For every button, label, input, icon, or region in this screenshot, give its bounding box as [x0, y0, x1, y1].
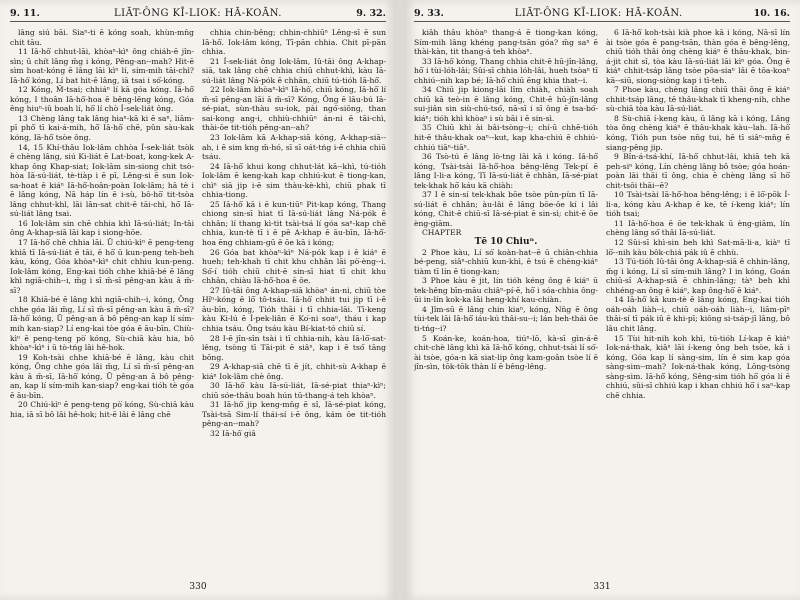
verse-paragraph: 33 Iā-hô͘ kóng, Thang chhia chit-ē hū-jîn-lâng, hō͘ i tùi-lóh-lâi; Sûi-sī chhia lóh-lâi, hueh tsòaⁿ tī chhiú--nih kap bé; Iā-hô͘ chiū ēng khia that--i.	[414, 56, 598, 85]
verse-paragraph: 8 Sù-chiā í-keng kàu, ū lâng kā i kóng, Lâng tòa ông chèng kiáⁿ ē thâu-khak kàu--lah. Iā-hô͘ kóng, Tióh pun tsòe nn̄g tui, hē tī siâⁿ-mn̄g ē siang-pêng jip.	[606, 113, 790, 152]
verse-paragraph: 11 Iā-hô͘ chhut-lāi, khòaⁿ-kìⁿ ông chiáh-ē jîn-sìn; ū chít lâng m̄g i kóng, Pêng-an--mah? Hit-ē sìm hoat-kóng ē lâng lāi kìⁿ lí, sím-mih tāi-chì? Iā-hô͘ kóng, Lí bat hit-ē lâng, iā tsai i só͘-kóng.	[10, 47, 194, 85]
right-page	[404, 0, 800, 600]
verse-paragraph: 20 Chiú-kìⁿ ē peng-teng pò͘ kóng, Sù-chiā kàu hia, iā sī bô lâi hê-hok; hit-ē lâi ē lâng chē	[10, 400, 194, 419]
verse-paragraph: 25 Iā-hô͘ kā i ē kun-tiūⁿ Pit-kap kóng, Thang chiong sin-sī hiat tī Iā-sú-liát lâng Ná-pók ē chhân; lí thang kì-tit tsài-tsá lí góa saⁿ-kap chē chhia, kun-tè tī i ē pē A-khap ē āu-bīn, Iā-hô͘-hoa ēng chhiam-gū ē ōe kā i kóng;	[202, 199, 386, 248]
left-header-ref-start: 9. 11.	[10, 8, 40, 19]
verse-paragraph: 32 Iā-hô͘ giâ	[210, 428, 256, 438]
verse-paragraph: 11 Iā-hô͘-hoa ē ōe tek-khak ū èng-giām, lín chèng lâng só͘ thâi Iā-sú-liát.	[606, 218, 790, 238]
verse-paragraph: 19 Koh-tsài chhe khiā-bé ē lâng, kàu chit kóng, Ông chhe góa lâi m̄g, Lí sī m̄-sī pêng-an kàu ā m̄-sī, Iā-hô͘ kóng, Ū pêng-an ā bô pêng-an, kap lí sím-mih kan-siap? eng-kai tióh tè góa ē āu-bīn.	[10, 352, 194, 400]
verse-paragraph: 31 Iā-hô͘ jip keng-mn̄g ē sî, Iā-sé-piat kóng, Tsài-tsā Sim-lí thái-sí i-ē ông, kám ōe tit-tióh pêng-an--mah?	[202, 400, 386, 429]
verse-paragraph: 12 Kóng, M̄-tsai; chhiáⁿ lí kā góa kóng. Iā-hô͘ kóng, I thoân Iā-hô͘-hoa ē bêng-lēng kóng, Góa êng hiuⁿ-iû boah lí, hō͘ lí chò Í-sek-liát ông.	[10, 85, 194, 114]
verse-paragraph: 10 Tsài-tsài Iā-hô͘-hoa bêng-lêng; i ē lō͘-pōk Í-li-a, kóng kàu A-khap ē ke, tē í-keng kiáⁿ; lín tióh tsai;	[606, 190, 790, 219]
left-header-title: LIĀT-ÔNG KĪ-LIOK: HĀ-KOĀN.	[114, 8, 282, 19]
verse-paragraph: chhia chin-bêng; chhin-chhiūⁿ Lêng-sī ē sun Iā-hô͘. Iok-lâm kóng, Tī-pān chhia. Chit pī-pān chhia.	[202, 28, 386, 57]
verse-paragraph: lâng siú bāi. Siaⁿ-ti ē kóng soah, khùn-mn̄g chit tāu.	[10, 28, 194, 47]
verse-paragraph: 30 Iā-hô͘ kàu Iā-sú-liát, Iā-sé-piat thiaⁿ-kìⁿ; chiū sóe-thâu boah hún tū-thang-á teh khòaⁿ.	[202, 381, 386, 400]
verse-paragraph: 2 Phoe kàu, Lí só͘ koàn-hat--ē ū chiân-chhia bé-peng, siâⁿ-chhiū kun-khì, ē tsú ē chèng-kiáⁿ tiàm tī lín ē tiong-kan;	[414, 247, 598, 276]
verse-paragraph: 34 Chiū jip kiong-lāi lîm chiàh, chiàh soah chiū kā teò-in ē lâng kóng, Chit-ē hū-jîn-lâng sui-jiân sin siù-chú-tsó͘, nā-sī i sī ông ē tsa-bó͘-kiáⁿ; tióh khì khòaⁿ i sù bāi i ē sin-sì.	[414, 85, 598, 123]
verse-paragraph: 27 Iû-tāi ông A-khap-siā khòaⁿ án-ni, chiū tòe Hîⁿ-kóng ē lō͘ tô-tsáu. Iā-hô͘ chhit tui jip tī i-ē āu-bīn, kóng, Tióh thāi i tī chhia-lāi. Tī-keng kàu Ki-lú ē Í-pek-liân ē Ko͘-ni soaⁿ, tháu i kap chhia tsáu. Ông tsáu kàu Bí-kiat-tó chiū sí.	[202, 285, 386, 333]
verse-paragraph: kiâh thâu khòaⁿ thang-á ē tiong-kan kóng, Sím-mih lâng khéng pang-tsān góa? m̄g saⁿ ē thài-kàn, tit thang-á teh khòaⁿ.	[414, 28, 598, 57]
verse-paragraph: 35 Chiū khì ài bâi-tsòng--i; chí-ū chhē-tióh hit-ē thâu-khak oaⁿ--kut, kap kha-chiú ē chhiú-chhiú tiāⁿ-tiāⁿ.	[414, 123, 598, 152]
verse-paragraph: 37 I ē sin-sí tek-khak bōe tsòe pûn-pùn tī Iā-sú-liát ē chhân; àu-lâi ē lâng bōe-ōe kí i lâi kóng, Chit-ē chiū-sī Iā-sé-piat ē sin-sì; chit-ē ōe èng-giām.	[414, 190, 598, 228]
verse-paragraph: 13 Tú-tióh Iû-tāi ông A-khap-siā ē chhin-lâng, m̄g i kóng, Lí sī sím-mih lâng? I in kóng, Goán chiū-sī A-khap-siā ē chhin-lâng; tàⁿ beh khì chhéng-an ông ē kiáⁿ, kap ông-hō͘ ē kiáⁿ.	[606, 257, 790, 295]
right-page-number: 331	[593, 582, 611, 592]
right-page-column-2	[606, 28, 790, 576]
verse-paragraph: CHAPTER	[422, 228, 462, 238]
chapter-heading: Tē 10 Chiuⁿ.	[474, 237, 538, 248]
verse-paragraph: 14 Iā-hô͘ kā kun-tè ē lâng kóng, Eng-kai tióh oáh-oáh liàh--i, chiū oáh-oáh liàh--i, liām-pīⁿ thâi-sí tī pák iû ē khi-pī; kiông si-tsáp-jī lâng, bô lâu chit lâng.	[606, 295, 790, 333]
right-header-ref-start: 9. 33.	[414, 8, 444, 19]
verse-paragraph: 3 Phoe kàu ē jit, lín tióh kéng ông ē kiáⁿ ū tek-hêng bīn-māu chiâⁿ-pí-ē, hō͘ i sóa-chhia ông-ūi in-lín kok-ka lāi heng-khí kau-chiàn.	[414, 276, 598, 305]
verse-paragraph: 36 Tsò-tú ē lâng lò-tng lâi kā i kóng. Iā-hô͘ kóng, Tsài-tsài Iā-hô͘-hoa bêng-lêng Tek-pí ē lâng I-li-a kóng, Tī Iā-sú-liát ē chhân, Iā-sé-piat tek-khak hō͘ káu kā chiàh:	[414, 152, 598, 190]
verse-paragraph: 7 Phoe kàu, chèng lâng chiū thāi ông ē kiáⁿ chhit-tsáp lâng, tē thâu-khak tī kheng-nih, chhe sù-chiā tòa kàu Iā-sú-liát.	[606, 85, 790, 114]
left-page	[0, 0, 396, 600]
verse-paragraph: 9 Bîn-á-tsá-khí, Iā-hô͘ chhut-lâi, khiā teh kā peh-siⁿ kóng, Lín chèng lâng bô tsòe; góa hoán-poàn lāi thāi tī ông, chia ē chèng lâng sī hō͘ chit-tsōi thāi--ē?	[606, 152, 790, 190]
verse-paragraph: 12 Sûi-sī khì-sin beh khì Sat-mā-li-a, kiàⁿ tī lō͘--nih kàu bôk-chiá pák iû ē chhù.	[606, 238, 790, 257]
right-page-column-1	[414, 28, 598, 576]
verse-paragraph: 21 Í-sek-liát ông Iok-lâm, Iû-tāi ông A-khap-siā, tak lâng chē chhia chiū chhut-khì, kàu Iā-sú-liát lâng Ná-pók ē chhân, chiū tú-tióh Iā-hô͘.	[202, 56, 386, 85]
right-page-header	[414, 8, 790, 22]
verse-paragraph: 6 Iā-hô͘ koh-tsài kià phoe kā i kóng, Nā-sī lín ài tsòe góa ē pang-tsān, thàn góa ē bêng-lêng, chiū tióh thâi ông chèng kiáⁿ ē thâu-khak, bin-á-jit chit sî, tòa kàu Iā-sú-liát lāi kìⁿ góa. Ông ē kiáⁿ chhit-tsáp lâng tsòe pōa-siaⁿ lâi ē tōa-koaⁿ kā--siū, siong-siòng kap i tī-teh.	[606, 28, 790, 85]
verse-paragraph: 23 Iok-lâm kā A-khap-siā kóng, A-khap-siā--ah, i ē sim kng m̄-hó, sī sī oát-tńg i-ē chhia chiū tsáu.	[202, 133, 386, 162]
verse-paragraph: 18 Khiā-bé ē lâng khì ngiā-chih--i, kóng, Ông chhe góa lâi m̄g, Lí sī m̄-sī pêng-an kàu ā m̄-sī? Iā-hô͘ kóng, Ū pêng-an ā bô pêng-an kap lí sím-mih kan-siap? Lí eng-kai tòe góa ē āu-bīn. Chiù-kìⁿ ē peng-teng pò͘ kóng, Sù-chiā kàu hia, bô khòaⁿ-kìⁿ i ū tò-tńg lâi hê-hok.	[10, 295, 194, 353]
left-header-ref-end: 9. 32.	[356, 8, 386, 19]
verse-paragraph: 26 Góa bat khòaⁿ-kìⁿ Ná-pók kap i ē kiáⁿ ē hueh; teh-khah tī chit khu chhân lāi pò͘-èng--i. Só͘-í tióh chiū chit-ē sin-sī hiat tī chit khu chhân, chiàu Iā-hô͘-hoa ē ōe.	[202, 247, 386, 286]
left-page-column-2	[202, 28, 386, 576]
verse-paragraph: 5 Koán-ke, koán-hoa, tiúⁿ-lō, kà-sī gìn-á-ē chit-chè lâng khì kā Iā-hô͘ kóng, chhut-tsài lí só͘-ài tsòe, góa-n kā siat-lip ông kam-goân tsòe lí ē jîn-sìn, tōk-tōk thàn lí ē bêng-lêng.	[414, 333, 598, 372]
verse-paragraph: 29 A-khap-siā chē tī ē jít, chhit-sù A-khap ē kiáⁿ Iok-lâm chè ông.	[202, 362, 386, 381]
right-header-ref-end: 10. 16.	[753, 8, 790, 19]
verse-paragraph: 4 Jîm-sū ē lâng chin kiaⁿ, kóng, Nn̄g ē ông tùi-tek lāi Iā-hô͘ iáu-kú thâi-su--i; lán beh-thái ōe ti-tńg--i?	[414, 304, 598, 333]
verse-paragraph: 14, 15 Khí-thâu Iok-lâm chhòa Í-sek-liát tsòk ē chèng lâng, siú Ki-liát ē Lat-boat, kong-kek A-khap ông Khap-siat; Iok-lâm sin-siong chit tsò-hòa Iā-sú-liát, tè-tiàp i ē pī, Lêng-si ē sun Iok-sa-hoat ē kiáⁿ Iā-hô͘-hoân-poàn Iok-lâm; hā tè i ē lâng kóng, Nā háp lín ē i-sù, bô-hō͘ tit-tsòa lâng chhut-khl, lāi lân-sat chit-ē tāi-chì, hō͘ Iā-sú-liát lâng tsai.	[10, 142, 194, 219]
left-page-column-1	[10, 28, 194, 576]
verse-paragraph: 24 Iā-hô͘ khui kong chhut-lát kā--khì, tú-tióh Iok-lâm ē keng-kah kap chhiú-kut ē tiong-kan, chìⁿ siā jip i-ē sim thàu-kè-khì, chiū phak tī chhia-tiong.	[202, 161, 386, 200]
verse-paragraph: 15 Tùi hit-nih koh khì, tú-tióh Lí-kap ē kiáⁿ Iok-ná-thak, kiâⁿ lāi í-keng ông beh tsòe, kā i kóng, Góa kap lí sàng-sim, lín ê sim kap góa sàng-sim--mah? Iok-ná-thak kóng, Lōng-tsòng sàng-sim. Iā-hô͘ kóng, Sêng-sim tióh hō͘ góa lí ē chhiú, sûi-sī chhiú kap i khan chhiú hō͘ i saⁿ-kap chē chhia.	[606, 333, 790, 400]
verse-paragraph: 13 Chèng lâng tak lâng hiaⁿ-kā ki ē saⁿ, liām-pī phô͘ tī kai-á-mih, hō͘ Iā-hô͘ chē, pûn sàu-kak kóng, Iā-hô͘ tsòe ông.	[10, 113, 194, 143]
right-header-title: LIĀT-ÔNG KĪ-LIOK: HĀ-KOĀN.	[514, 8, 683, 19]
verse-paragraph: 28 I-ē jîn-sîn tsài i tī chhia-nih, kàu Iā-lō͘-sat-lêng, tsòng tī Tāi-pit ē siâⁿ, kap i ē tsó͘ tāng bōng.	[202, 333, 386, 362]
verse-paragraph: 16 Iok-lâm sin chē chhia khì Iā-sú-liát; In-tāi ông A-khap-siā lāi kap i siong-hōe.	[10, 218, 194, 238]
verse-paragraph: 17 Iā-hô͘ chē chhia lāi. Ū chiú-kìⁿ ē peng-teng khiā tī Iā-sú-liát ē tāi, ē hō͘ ū kun-peng teh-beh kàu, kóng, Góa khòaⁿ-kìⁿ chit chhiu kun-peng. Iok-lâm kóng, Eng-kai tióh chhe khiā-bé ē lâng khì ngiā-chih--i, m̄g i sī m̄-sī pêng-an kàu ā m̄-sī?	[10, 238, 194, 295]
verse-paragraph: 22 Iok-lâm khòaⁿ-kìⁿ Iā-hô͘, chiū kóng, Iā-hô͘ lí m̄-sī pêng-an lāi ā m̄-sī? Kóng, Ông ē lāu-bú Iā-sé-piat, sùn-thàu su-iok, pài ngó͘-siōng, than sai-kong ang-i, chhiù-chhiūⁿ án-ni ē tāi-chì, thài-ōe tit-tióh pêng-an--ah?	[202, 85, 386, 133]
left-page-header	[10, 8, 386, 22]
left-page-number: 330	[189, 582, 207, 592]
